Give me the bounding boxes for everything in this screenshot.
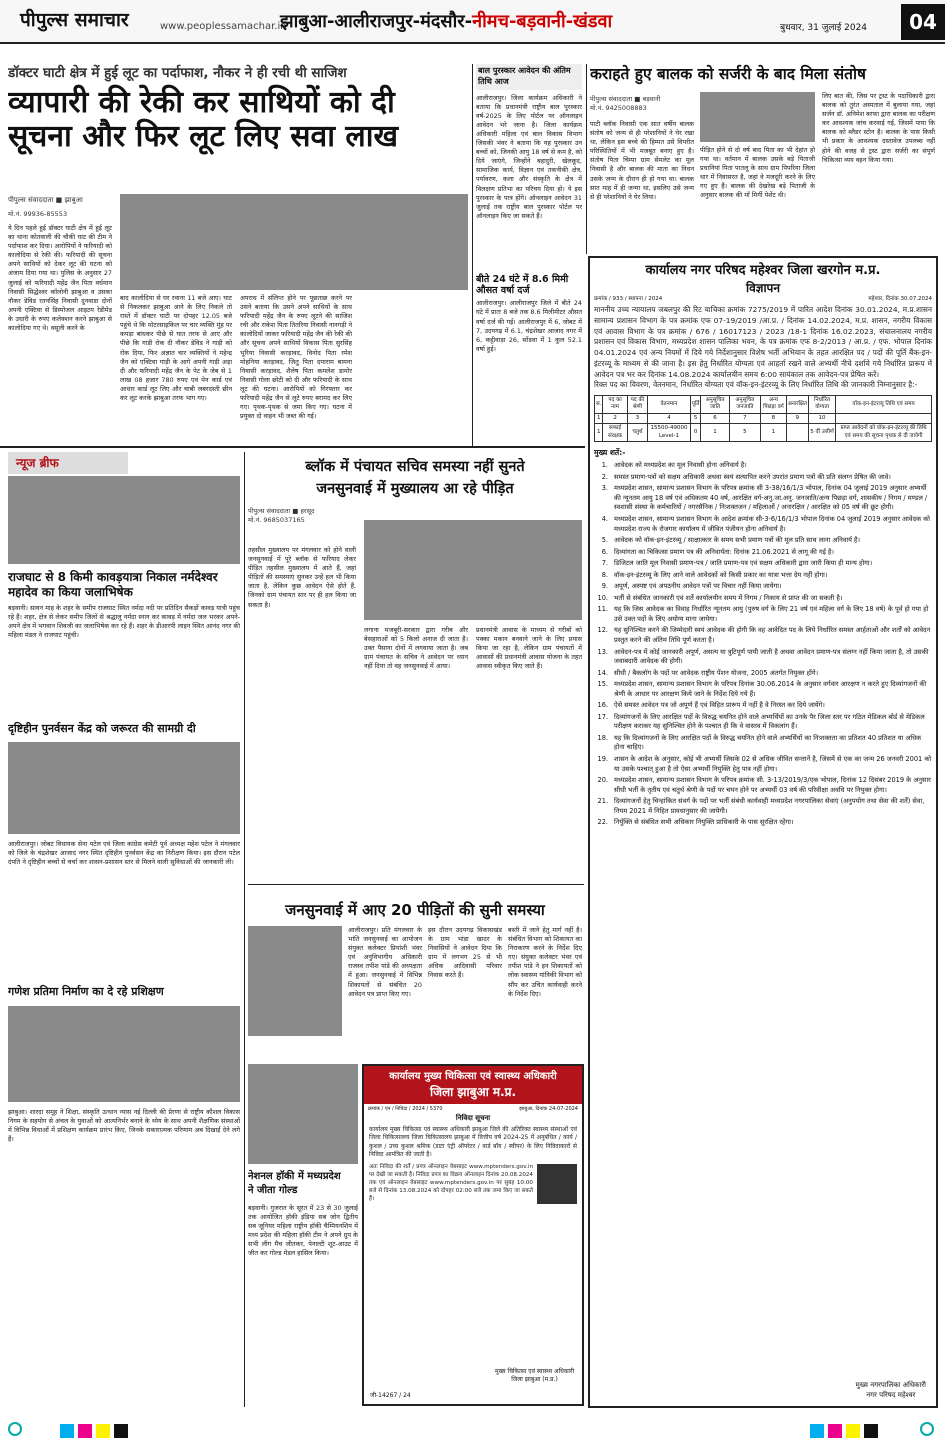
story-kicker: बाल पुरस्कार आवेदन की अंतिम तिथि आज <box>476 64 582 90</box>
condition-number: 15. <box>597 680 608 689</box>
story-headline-1: ब्लॉक में पंचायत सचिव समस्या नहीं सुनते <box>305 459 525 475</box>
table-cell: 4 <box>648 413 691 423</box>
story-headline-1: नेशनल हॉकी में मध्यप्रदेश <box>248 1171 341 1182</box>
story-headline-2: सूचना और फिर लूट लिए सवा लाख <box>8 118 399 154</box>
story-panchayat <box>248 458 582 876</box>
condition-number: 11. <box>597 605 608 614</box>
condition-text: यह कि दिव्यांगजनों के लिए आरक्षित पदों के विरुद्ध चयनित होने वाले अभ्यर्थियों का निःशक्तता का प्रतिशत 40 प्रतिशत या अधिक होना चाहिए। <box>614 733 922 752</box>
condition-number: 17. <box>597 712 608 721</box>
condition-item <box>594 582 932 592</box>
condition-text: आवेदन-पत्र में कोई जानकारी अपूर्ण, असत्य या त्रुटिपूर्ण पायी जाती है अथवा आवेदन प्रमाण-पत्र संलग्न नहीं किया जाता है, तो उसकी जवाबदारी आवेदक की होगी। <box>614 647 929 666</box>
story-column-3: अपराध में संलिप्त होने पर पूछताछ करने पर उसने बताया कि उसने अपने साथियों के साथ फरियादी महेंद्र जैन के रुपए लूटने की साजिश रची और राकेश पिता तितरिया निवासी नानगड़ी ने कालोदियों जाकर फरियादी महेंद्र जैन की रेकी की और सूचना अपने साथियों विकास पिता सुरसिंह भूरिया निवासी करड़ावद, विनोद पिता रमेश मोहनिया करड़ावद, जितु पिता दयाराम बामना निवासी करड़ावद, शैलेष पिता कमलेश डामोर निवासी गोला छोटी को दी और फरियादी के साथ लूट की घटना। आरोपियों को गिरफ्तार कर फरियादी महेंद्र जैन से लूटे रुपए बरामद कर लिए गए। पृथक-पृथक से जमा किए गए। घटना में प्रयुक्त दो वाहन भी जब्त की गई। <box>240 294 352 421</box>
story-column-1: आलीराजपुर। प्रति मंगलवार के भांति जनसुनवाई का आयोजन संयुक्त कलेक्टर प्रियांशी भंवर एवं अनुविभागीय अधिकारी राजस्व तपीश पांडे की अध्यक्षता में हुआ। जनसुनवाई में विभिन्न शिकायतों से संबंधित 20 आवेदन पत्र प्राप्त किए गए। <box>348 926 422 998</box>
condition-number: 20. <box>597 776 608 785</box>
table-cell: सफाई संरक्षक <box>603 424 627 442</box>
signoff-line-1: मुख्य नगरपालिका अधिकारी <box>855 1381 926 1390</box>
news-brief-label: न्यूज ब्रीफ <box>8 452 128 474</box>
divider <box>472 64 473 446</box>
table-header: अनुसूचित जनजाति <box>729 396 761 414</box>
ad-code: जी-14267 / 24 <box>370 1391 411 1399</box>
ad-body: कार्यालय मुख्य चिकित्सा एवं स्वास्थ्य अधिकारी झाबुआ जिले की अतिरिक्त स्वास्थ्य संस्थाओं एवं जिला चिकित्सालय जिला चिकित्सालय झाबुआ में वित्तीय वर्ष 2024-25 में अनुबंधित / कार्य / कुशल / उच्च कुशल श्रमिक (डाटा एंट्री ऑपरेटर / वार्ड बॉय / स्वीपर) के लिए निविदाकारों से निविदा आमंत्रित की जाती है। <box>369 1125 577 1159</box>
table-header: अनुसूचित जाति <box>701 396 729 414</box>
condition-text: डिजिटल जाति मूल निवासी प्रमाण-पत्र / जाति प्रमाण-पत्र एवं सक्षम अधिकारी द्वारा जारी किया ही मान्य होगा। <box>614 559 873 568</box>
condition-item <box>594 594 932 604</box>
brief-body-1: बड़वानी। सावन माह के शहर के समीप राजघाट स्थित नर्मदा नदी पर प्रतिदिन सैकड़ों कावड़ यात्री पहुंच रहे हैं। शहर, क्षेत्र से लेकर समीप जिलों से श्रद्धालु नर्मदा स्नान कर कावड़ में नर्मदा जल भरकर अपने-अपने क्षेत्र में भगवान शिवजी का जलाभिषेक कर रहे हैं। शहर के डीआरपी लाइन स्थित आनंद नगर की महिला मंडल ने राजघाट पहुंची। <box>8 604 240 640</box>
ad-title: कार्यालय नगर परिषद महेश्वर जिला खरगोन म.प्र. <box>645 263 881 278</box>
byline: पीपुल्स संवाददाता ■ बड़वानी <box>590 94 661 103</box>
condition-item <box>594 755 932 774</box>
condition-number: 6. <box>601 547 608 556</box>
condition-number: 12. <box>597 626 608 635</box>
surgery-photo <box>700 92 815 142</box>
table-cell: 7 <box>729 413 761 423</box>
table-cell: 1 <box>595 424 603 442</box>
table-index-row <box>595 413 932 423</box>
masthead-title <box>280 10 612 34</box>
byline-mobile: मो.नं. 99936-85553 <box>8 210 68 218</box>
table-header: पद का नाम <box>603 396 627 414</box>
story-surgery <box>590 64 935 250</box>
ad-body-2: अतः निविदा की शर्तें / प्रपत्र ऑनलाइन वेबसाइट www.mptenders.gov.in पर देखी जा सकती है। निविदा प्रपत्र का विक्रय ऑनलाइन दिनांक 20.08.2024 तक एवं ऑनलाइन वेबसाइट www.mptenders.gov.in पर सुबह 10:00 बजे से दिनांक 13.08.2024 को दोपहर 02:00 बजे तक जमा किए जा सकते हैं। <box>369 1163 533 1202</box>
ad-references <box>594 296 932 303</box>
page-number: 04 <box>901 4 945 40</box>
signoff-line-1: मुख्य चिकित्सा एवं स्वास्थ्य अधिकारी <box>495 1367 574 1375</box>
story-headline-2: जनसुनवाई में मुख्यालय आ रहे पीड़ित <box>316 480 514 497</box>
table-header: वेतनमान <box>648 396 691 414</box>
story-headline-2: ने जीता गोल्ड <box>248 1185 298 1196</box>
rain-headline: बीते 24 घंटे में 8.6 मिमी औसत वर्षा दर्ज <box>476 273 569 296</box>
table-cell: 2 <box>603 413 627 423</box>
divider <box>244 452 245 1407</box>
masthead-red: नीमच-बड़वानी-खंडवा <box>472 11 613 32</box>
ganesh-idol-photo <box>8 1006 240 1102</box>
table-cell: प्राप्त आवेदनों को वॉक-इन-इंटरव्यू की तिथि एवं समय की सूचना पृथक से दी जावेगी <box>836 424 932 442</box>
table-cell: 6 <box>701 413 729 423</box>
table-cell <box>786 424 808 442</box>
table-header: अन्य पिछड़ा वर्ग <box>761 396 786 414</box>
ad-ref-right: महेश्वर, दिनांक 30.07.2024 <box>868 295 932 302</box>
story-column-2: इस दौरान उदयगढ़ विकासखंड के ग्राम भांडा खादर के निवासियों ने आवेदन दिया कि ग्राम में लगभग 25 से भी अधिक आदिवासी परिवार निवास करते हैं। <box>428 926 502 980</box>
ad-content-row <box>364 1162 582 1206</box>
condition-number: 14. <box>597 668 608 677</box>
ad-signoff <box>856 1381 926 1400</box>
condition-item <box>594 713 932 732</box>
rehab-center-photo <box>8 742 240 834</box>
news-brief <box>8 452 240 1407</box>
condition-text: यह सुनिश्चित करने की जिम्मेदारी स्वयं आवेदक की होगी कि वह आवेदित पद के लिये निर्धारित समस्त आर्हताओं और शर्तों को आवेदन प्रस्तुत करने की अंतिम तिथि पूर्ण करता है। <box>614 626 931 645</box>
condition-item <box>594 461 932 471</box>
ad-section: निविदा सूचना <box>455 1114 491 1123</box>
table-header: पद की श्रेणी <box>627 396 648 414</box>
condition-item <box>594 626 932 645</box>
condition-text: मध्यप्रदेश शासन, सामान्य प्रशासन विभाग के आदेश क्रमांक सी-3-6/16/1/3 भोपाल दिनांक 04 जुलाई 2019 अनुसार आवेदक को मध्यप्रदेश राज्य के रोजगार कार्यालय में जीवित पंजीयन होना अनिवार्य है। <box>614 515 931 533</box>
story-body: आलीराजपुर। जिला कार्यक्रम अधिकारी ने बताया कि प्रधानमंत्री राष्ट्रीय बाल पुरस्कार वर्ष-2025 के लिए पोर्टल पर ऑनलाइन आवेदन भरे जाना है। जिला कार्यक्रम अधिकारी महिला एवं बाल विकास विभाग जिसकी भंवर ने बताया कि यह पुरस्कार उन बच्चों को, जिनकी आयु 18 वर्ष से कम है, को दिये जाएंगे, जिन्होंने बहादुरी, खेलकूद, सामाजिक कार्य, विज्ञान एवं तकनीकी क्षेत्र, पर्यावरण, कला और संस्कृति के क्षेत्र में विलक्षण प्रतिभा का परिचय दिया हो। ये इस पुरस्कार के पात्र होंगे। ऑनलाइन आवेदन 31 जुलाई तक राष्ट्रीय बाल पुरस्कार पोर्टल पर ऑनलाइन किए जा सकते हैं। <box>476 93 582 220</box>
condition-text: मध्यप्रदेश शासन, सामान्य प्रशासन विभाग के परिपत्र क्रमांक सी. 3-13/2019/3/एक भोपाल, दिनांक 12 दिसंबर 2019 के अनुसार सीधी भर्ती के तृतीय एवं चतुर्थ श्रेणी के पदों पर चयन होने पर अभ्यर्थी 03 वर्ष की परिवीक्षा अवधि पर नियुक्त होगा। <box>614 776 931 794</box>
condition-item <box>594 484 932 513</box>
byline: पीपुल्स संवाददाता ■ हरसूद <box>248 507 315 516</box>
ad-ref-left: क्रमांक / 933 / स्थापना / 2024 <box>594 295 663 302</box>
condition-item <box>594 734 932 753</box>
table-header: अनारक्षित <box>786 396 808 414</box>
story-kicker: डॉक्टर घाटी क्षेत्र में हुई लूट का पर्दाफाश, नौकर ने ही रची थी साजिश <box>8 65 347 81</box>
condition-number: 10. <box>597 593 608 602</box>
table-cell: 8 <box>761 413 786 423</box>
condition-number: 22. <box>597 818 608 827</box>
story-column-3: लिए बात की, जिस पर ट्रस्ट के पदाधिकारी द्वारा बालक को तुरंत अस्पताल में बुलाया गया, जहां सर्जन डॉ. अनिमेश बरफा द्वारा बालक का परीक्षण कर आवश्यक जांच करवाई गई, जिसमें पाया कि बालक को ब्लैडर स्टोन है। बालक के पास किसी भी प्रकार के आवश्यक दस्तावेज उपलब्ध नहीं होने की वजह से ट्रस्ट द्वारा सर्जरी का संपूर्ण चिकित्सा व्यय वहन किया गया। <box>822 92 935 164</box>
condition-text: शासन के आदेश के अनुसार, कोई भी अभ्यर्थी जिसके 02 से अधिक जीवित सन्तानें है, जिसमें से एक का जन्म 26 जनवरी 2001 को या उसके पश्चात् हुआ है तो ऐसा अभ्यर्थी नियुक्ति हेतु पात्र नहीं होगा। <box>614 755 932 773</box>
story-headline: कराहते हुए बालक को सर्जरी के बाद मिला संतोष <box>590 65 866 83</box>
brief-headline-1: राजघाट से 8 किमी कावड़यात्रा निकाल नर्मदेश्वर महादेव का किया जलाभिषेक <box>8 570 218 599</box>
condition-number: 21. <box>597 797 608 806</box>
table-cell: 5 वीं उत्तीर्ण <box>809 424 836 442</box>
condition-number: 5. <box>601 536 608 545</box>
ad-title-1: कार्यालय मुख्य चिकित्सा एवं स्वास्थ्य अधिकारी <box>389 1071 557 1082</box>
table-cell: 1 <box>595 413 603 423</box>
condition-item <box>594 776 932 795</box>
brief-headline-2: दृष्टिहीन पुनर्वसन केंद्र को जरूरत की सामग्री दी <box>8 722 196 735</box>
condition-item <box>594 605 932 624</box>
page-header <box>0 0 945 44</box>
table-cell: 9 <box>786 413 808 423</box>
condition-item <box>594 548 932 558</box>
ad-ref-left: क्रमांक / एन / निविदा / 2024 / 5370 <box>368 1105 443 1112</box>
condition-text: सीधी / बैकलॉग के पदों पर आवेदक राष्ट्रीय पेंशन योजना, 2005 अंतर्गत नियुक्त होंगे। <box>614 668 819 677</box>
story-headline-1: व्यापारी की रेकी कर साथियों को दी <box>8 85 395 121</box>
condition-text: यह कि जिस आवेदक का विवाह निर्धारित न्यूनतम आयु (पुरुष वर्ग के लिए 21 वर्ष एवं महिला वर्ग के लिए 18 वर्ष) के पूर्व हो गया हो उसे उक्त पदों के लिए अयोग्य माना जायेगा। <box>614 605 929 623</box>
janvsunvai-20-photo <box>248 926 342 1036</box>
condition-item <box>594 797 932 816</box>
table-cell: 3 <box>627 413 648 423</box>
condition-text: मध्यप्रदेश शासन, सामान्य प्रशासन विभाग के परिपत्र क्रमांक सी 3-38/16/1/3 भोपाल, दिनांक 04 जुलाई 2019 अनुसार अभ्यर्थी की न्यूनतम आयु 18 वर्ष एवं अधिकतम 40 वर्ष, आरक्षित वर्ग-अनु.जा.अनु. जनजाति/अन्य पिछड़ा वर्ग, शासकीय / निगम / मण्डल / स्वशासी संस्था के कर्मचारियों / नगरसैनिक / निःशक्तजन / महिलाओं / अनारक्षित / आरक्षित को 05 वर्ष की छूट होगी। <box>614 484 928 512</box>
color-swatch-black-icon <box>864 1424 878 1438</box>
color-swatch-cyan-icon <box>810 1424 824 1438</box>
table-header-row <box>595 396 932 414</box>
story-headline: जनसुनवाई में आए 20 पीड़ितों की सुनी समस्या <box>285 901 545 919</box>
condition-item <box>594 669 932 679</box>
byline-mobile: मो.नं. 9685037165 <box>248 515 305 524</box>
ad-title-band <box>364 1066 582 1104</box>
table-header: पूर्ति <box>690 396 701 414</box>
condition-item <box>594 701 932 711</box>
janvsunvai-photo <box>364 520 582 620</box>
signoff-line-2: जिला झाबुआ (म.प्र.) <box>511 1375 558 1383</box>
brief-body-2: आलीराजपुर। जोबट विधायक सेना पटेल एवं जिला कांग्रेस कमेटी पूर्व अध्यक्ष महेश पटेल ने मंगलवार को जिले के चंद्रशेखर आजाद नगर स्थित दृष्टिहीन पुनर्वसन केंद्र का निरीक्षण किया। इस दौरान पटेल दंपति ने दृष्टिहीन बच्चों से चर्चा कर शासन-प्रशासन स्तर से मिलने वाली सुविधाओं की जानकारी ली। <box>8 840 240 867</box>
condition-number: 8. <box>601 570 608 579</box>
masthead-black: झाबुआ-आलीराजपुर-मंदसौर- <box>280 11 473 32</box>
condition-number: 2. <box>601 472 608 481</box>
story-column-1: तहसील मुख्यालय पर मंगलवार को होने वाली जनसुनवाई में पूरे ब्लॉक से फरियाद लेकर पीड़ित तहसील मुख्यालय में आते हैं, जहां पीड़ितों की समस्याएं सुनकर उन्हें हल भी किया जाता है, लेकिन कुछ आवेदन ऐसे होते हैं, जिनको ग्राम पंचायत स्तर पर ही हल किया जा सकता है। <box>248 546 356 609</box>
newspaper-logo: पीपुल्स समाचार <box>20 9 129 31</box>
story-column-3: बस्ती में जाने हेतु मार्ग नहीं है। संबंधित विभाग को शिकायत का निराकरण करने के निर्देश दिए गए। संयुक्त कलेक्टर भंवर एवं तपीश पांडे ने इन शिकायतों को लोक स्वास्थ्य यांत्रिकी विभाग को सौंप कर उचित कार्यवाही करने के निर्देश दिए। <box>508 926 582 998</box>
conditions-title: मुख्य शर्ते:- <box>594 448 626 458</box>
condition-text: ऐसे समस्त आवेदन पत्र जो अपूर्ण हैं एवं विहित प्रारूप में नहीं है वे निरस्त कर दिये जायेंगे। <box>614 701 825 710</box>
table-cell: 5 <box>690 413 701 423</box>
color-swatch-yellow-icon <box>846 1424 860 1438</box>
table-cell: 0 <box>690 424 701 442</box>
story-hockey <box>248 1064 358 1404</box>
police-photo <box>120 194 468 290</box>
ad-signoff <box>495 1368 574 1384</box>
condition-number: 19. <box>597 755 608 764</box>
condition-number: 9. <box>601 582 608 591</box>
brief-body-3: झाबुआ। शारदा समूह ने शिक्षा, संस्कृति उत्थान न्यास नई दिल्ली की प्रेरणा से राष्ट्रीय कौशल विकास निगम के सहयोग से अंचल के युवाओं को आत्मनिर्भर बनाने के ध्येय के साथ अपनी शैक्षणिक संस्थाओं में विभिन्न विधाओं में प्रशिक्षण कार्यक्रम प्रारंभ किए, जिनके सकारात्मक परिणाम अब दिखाई देने लगे हैं। <box>8 1108 240 1144</box>
table-cell: 1 <box>761 424 786 442</box>
condition-text: अपूर्ण, अस्पष्ट एवं अपठनीय आवेदन पत्रों पर विचार नहीं किया जायेगा। <box>614 582 782 591</box>
rain-body: आलीराजपुर। आलीराजपुर जिले में बीते 24 घंटे में प्रातः 8 बजे तक 8.6 मिलीमीटर औसत वर्षा दर्ज की गई। आलीराजपुर में 6, जोबट में 7, उदयगढ़ में 6.1, चंद्रशेखर आजाद नगर में 6, कट्ठीवाड़ा 26, सोंडवा में 1 कुल 52.1 वर्षा हुई। <box>476 299 582 353</box>
condition-item <box>594 571 932 581</box>
table-cell: 5 <box>729 424 761 442</box>
condition-item <box>594 473 932 483</box>
story-column-2: बाद कालोदिया से घर रवाना 11 बजे आए। घाट से निकलकर झाबुआ आने के लिए निकले तो रास्ते में डॉक्टर घाटी पर दोपहर 12.05 बजे पहुंचे थे कि मोटरसाइकिल पर चार व्यक्ति मुंह पर कपड़ा बांधकर पीछे से घात तरफ से आए और पीछे कि गाड़ी रोक दी नौकर डेविड ने गाड़ी को रोक दिया, फिर अज्ञात चार व्यक्तियों ने महेन्द्र जैन को एक्टिवा गाड़ी के आगे अपनी गाड़ी अड़ा दी और फरियादी महेंद्र जैन के पेट के जेब से 1 लाख 08 हजार 780 रुपए एवं पेन कार्ड एवं आधार कार्ड लूट लिए और चाबी जबरदस्ती छीन कर लूट करके झाबुआ तरफ भाग गए। <box>120 294 232 403</box>
advertisement-cmho <box>362 1064 584 1406</box>
ad-references <box>364 1104 582 1115</box>
condition-number: 16. <box>597 701 608 710</box>
condition-item <box>594 559 932 569</box>
condition-text: वॉक-इन-इंटरव्यू के लिए आने वाले आवेदकों को किसी प्रकार का यात्रा भत्ता देय नहीं होगा। <box>614 570 828 579</box>
color-swatch-yellow-icon <box>96 1424 110 1438</box>
condition-number: 7. <box>601 559 608 568</box>
condition-text: निर्युक्ति से संबंधित सभी अधिकार नियुक्ति प्राधिकारी के पास सुरक्षित रहेगा। <box>614 818 794 827</box>
condition-item <box>594 536 932 546</box>
story-column-2: पीड़ित होने से दो वर्ष बाद पिता का भी देहांत हो गया था। वर्तमान में बालक उसके बड़े पिताजी प्रधानियां पिता पातलू के साथ ग्राम पिपरिया जिला धार में निवासरत है, जहां वे मजदूरी करने के लिए गए हुए हैं। बालक की देखरेख बड़े पिताजी के अनुसार बालक की माँ मिर्गी पेशेंट थी। <box>700 146 815 200</box>
story-column-1: ये दिन पहले हुई डॉक्टर घाटी क्षेत्र में हुई लूट का थाना कोतवाली की चौकी घाट की टीम ने पर्दाफाश कर दिया। आरोपियों ने फरियादी को कालोदिया से रेकी की। फरियादी की सूचना अपने साथियों को देकर लूट की घटना को अंजाम दिया गया था। पुलिस के अनुसार 27 जुलाई को फरियादी महेंद्र जैन पिता वर्धमान निवासी सिद्धेश्वर कॉलोनी झाबुआ व उसका नौकर डेविड रतनसिंह निवासी दुनवाडा दोनों अपनी एक्टिवा से डिस्पोजल आइटम रेडीमेड के उधारी के रुपए कलेक्शन करने झाबुआ से कालोदिया गए थे। वसूली करने के <box>8 224 112 333</box>
condition-text: आवेदक को वॉक-इन-इंटरव्यू / साक्षात्कार के समय सभी प्रमाण पत्रों की मूल प्रति साथ लाना अनिवार्य है। <box>614 536 861 545</box>
condition-text: मध्यप्रदेश शासन, सामान्य प्रशासन विभाग के परिपत्र दिनांक 30.06.2014 के अनुसार वर्गवार आरक्षण न करते हुए दिव्यांगजनों की श्रेणी के आधार पर आरक्षण किये जाने के निर्देश दिये गये हैं। <box>614 680 927 698</box>
signoff-line-2: नगर परिषद महेश्वर <box>866 1390 916 1399</box>
registration-mark-icon <box>8 1422 22 1436</box>
byline-mobile: मो.नं. 9425008883 <box>590 103 647 112</box>
story-column-2: लगाना मजबूरी-सरकार द्वारा गरीब और बेसहाराओं को 5 किलो अनाज दी जाता है। उक्त पैसाना दोनों में लगवाया जाता है। जब ग्राम पंचायत के सचिव ने आवेदन पर ध्यान नहीं दिया तो वह जनसुनवाई में आया। <box>364 626 468 671</box>
ad-ref-right: झाबुआ, दिनांक 24-07-2024 <box>519 1105 578 1112</box>
story-body: बड़वानी। गुजरात के सूरत में 23 से 30 जुलाई तक आयोजित हॉकी इंडिया सब जोन द्वितीय सब जूनियर महिला राष्ट्रीय हॉकी चैम्पियनशिप में मध्य प्रदेश की महिला हॉकी टीम ने अपने ग्रुप के सभी लीग मैच जीतकर, पेनाल्टी शूट-आउट में जीत कर गोल्ड मेडल हासिल किया। <box>248 1204 358 1258</box>
condition-number: 18. <box>597 733 608 742</box>
condition-item <box>594 648 932 667</box>
condition-text: समस्त प्रमाण-पत्रों को सक्षम अधिकारी अथवा स्वयं सत्यापित करने उपरांत प्रमाण पत्रों की प्रति संलग्न प्रेषित की जावे। <box>614 472 891 481</box>
hockey-team-photo <box>248 1064 358 1164</box>
table-cell: 15500-49000 Level-1 <box>648 424 691 442</box>
table-cell: 1 <box>701 424 729 442</box>
ad-body: माननीय उच्च न्यायालय जबलपुर की रिट याचिका क्रमांक 7275/2019 में पारित आदेश दिनांक 30.01.2024, म.प्र.शासन सामान्य प्रशासन विभाग के पत्र क्रमांक एफ 07-19/2019 /आ.प्र. / दिनांक 14.02.2024, म.प्र. शासन, नगरीय विकास एवं आवास विभाग के पत्र क्रमांक / 676 / 16017123 / 2023 /18-1 दिनांक 16.02.2023, संचालनालय नगरीय प्रशासन एवं विकास विभाग, मध्यप्रदेश शासन पालिका भवन, के पत्र क्रमांक एफ 8-2/2013 / आ.प्र. / एफ. भोपाल दिनांक 04.01.2024 एवं अन्य नियमों में दिये गये निर्देशानुसार विशेष भर्ती अभियान के तहत आरक्षित पद / पदों की पूर्ति बैंक-इन-इंटरव्यू के माध्यम से की जाना है। इस हेतु निर्धारित योग्यता एवं आहर्ता रखने वाले अभ्यर्थी नीचे दर्शाये गये निर्धारित प्रारूप में आवेदन पत्र भर कर दिनांक 14.08.2024 कार्यालयीन समय 6:00 सायंकाल तक आवेदन-पत्र प्रेषित करें। <box>594 305 932 379</box>
condition-number: 4. <box>601 515 608 523</box>
condition-text: दिव्यांगता का चिकित्सा प्रमाण पत्र की अनिवार्यता: दिनांक 21.06.2021 से लागू की गई है। <box>614 547 834 556</box>
color-swatch-magenta-icon <box>828 1424 842 1438</box>
story-janvsunvai <box>248 900 582 1060</box>
table-cell <box>836 413 932 423</box>
vacancy-table <box>594 395 932 442</box>
condition-text: आवेदक को मध्यप्रदेश का मूल निवासी होना अनिवार्य है। <box>614 461 747 470</box>
color-swatch-cyan-icon <box>60 1424 74 1438</box>
table-cell: चतुर्थ <box>627 424 648 442</box>
condition-item <box>594 680 932 699</box>
table-header: निर्धारित योग्यता <box>809 396 836 414</box>
divider <box>586 64 587 254</box>
issue-date: बुधवार, 31 जुलाई 2024 <box>780 23 868 33</box>
condition-number: 3. <box>601 484 608 493</box>
byline: पीपुल्स संवाददाता ■ झाबुआ <box>8 196 83 204</box>
ad-subtitle: विज्ञापन <box>745 280 781 295</box>
condition-item <box>594 515 932 534</box>
condition-text: दिव्यांगजनों के लिए आरक्षित पदों के विरुद्ध चयनित होने वाले अभ्यर्थियों का उनके पैर जिला स्तर पर गठित मेडिकल बोर्ड से मेडिकल परीक्षण कराकर यह सुनिश्चित होने के पश्चात ही कि वे वास्तव में विकलांग हैं। <box>614 712 925 731</box>
condition-text: भर्ती से संबंधित जानकारी एवं शर्ते कार्यालयीन समय में निगम / निकाय से प्राप्त की जा सकती है। <box>614 593 843 602</box>
qr-code-icon[interactable] <box>537 1164 577 1204</box>
table-row <box>595 424 932 442</box>
brief-headline-3: गणेश प्रतिमा निर्माण का दे रहे प्रशिक्षण <box>8 985 164 998</box>
story-loot <box>8 64 468 444</box>
ad-body-2: रिक्त पद का विवरण, वेतनमान, निर्धारित योग्यता एवं वॉक-इन-इंटरव्यू के लिए निर्धारित तिथि की जानकारी निम्नानुसार है:- <box>594 380 918 390</box>
divider <box>248 884 584 885</box>
condition-item <box>594 818 932 828</box>
condition-number: 1. <box>601 461 608 470</box>
table-header: स. <box>595 396 603 414</box>
story-column-3: प्रधानमंत्री आवास के माध्यम से गरीबों को पक्का मकान बनवाने जाने के लिए प्रयास किया जा रहा है, लेकिन ग्राम पंचायतों में आवासों की प्रधानमंत्री आवास योजना के तहत आवास स्वीकृत किए जाते हैं। <box>476 626 582 671</box>
color-swatch-magenta-icon <box>78 1424 92 1438</box>
advertisement-nagar-parishad <box>588 256 938 1408</box>
conditions-list <box>594 461 932 828</box>
story-column-1: पाटी ब्लॉक निवासी एक सात वर्षीय बालक संतोष को जन्म से ही परेशानियों ने घेर रखा था, लेकिन इस बच्चे की हिम्मत उसे विपरीत परिस्थितियों में भी मजबूत बनाए हुए है। संतोष पिता चिम्पा ग्राम सेमलेट का मूल निवासी है और बालक की माता का निधन उसके जन्म के दौरान ही हो गया था। बालक सात माह में ही जन्मा था, इसलिए उसे जन्म से ही परेशानियों ने घेर लिया। <box>590 120 694 201</box>
kavad-yatra-photo <box>8 476 240 564</box>
story-award <box>476 64 582 454</box>
registration-mark-icon <box>920 1422 934 1436</box>
website-url[interactable]: www.peoplessamachar.in <box>160 21 287 32</box>
condition-text: दिव्यांगजनों हेतु चिन्हांकित संवर्ग के पदों पर भर्ती संबंधी कार्यवाही मध्यप्रदेश नगरपालिका सेवाएं (अनुपयोग तथा सेवा की शर्तें) सेवा, नियम 2021 में निहित प्रावधानुसार की जायेगी। <box>614 797 925 815</box>
divider <box>0 446 585 448</box>
table-cell: 10 <box>809 413 836 423</box>
table-header: वॉक-इन-इंटरव्यू तिथि एवं समय <box>836 396 932 414</box>
condition-number: 13. <box>597 647 608 656</box>
ad-title-2: जिला झाबुआ म.प्र. <box>429 1084 517 1099</box>
color-swatch-black-icon <box>114 1424 128 1438</box>
